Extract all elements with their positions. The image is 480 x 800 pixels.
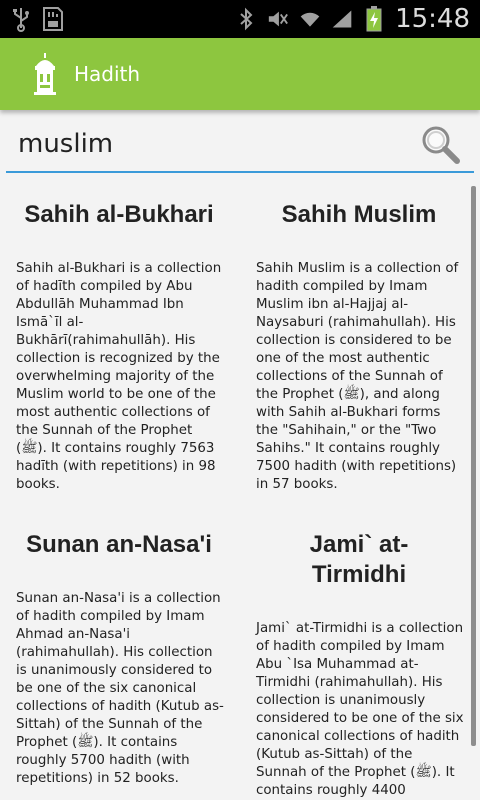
collection-description: Sunan an-Nasa'i is a collection of hadith compiled by Imam Ahmad an-Nasa'i (rahimahullah). His collection is unanimously considered to be one of the six canonical collections of hadith (Kutub as-Sittah) of the Sunnah of the Prophet (ﷺ). It contains roughly 5700 hadith (with repetitions) in 52 books. xyxy=(16,591,224,786)
app-title: Hadith xyxy=(74,62,141,86)
collection-card-bukhari[interactable] xyxy=(12,200,226,494)
collection-description: Sahih al-Bukhari is a collection of hadīth compiled by Abu Abdullāh Muhammad Ibn Ismā`īl al-Bukhārī(rahimahullāh). His collection is recognized by the overwhelming majority of the Muslim world to be one of the most authentic collections of the Sunnah of the Prophet (ﷺ). It contains roughly 7563 hadīth (with repetitions) in 98 books. xyxy=(16,261,222,492)
sd-card-icon xyxy=(42,6,64,32)
collection-grid xyxy=(0,184,468,800)
collection-card-tirmidhi[interactable] xyxy=(252,530,466,800)
status-bar xyxy=(0,0,480,38)
collection-title: Jami` at-Tirmidhi xyxy=(309,531,409,588)
mosque-icon[interactable] xyxy=(30,52,60,96)
collection-card-muslim[interactable] xyxy=(252,200,466,494)
search-bar xyxy=(6,118,474,174)
mute-icon xyxy=(267,6,289,32)
signal-icon xyxy=(331,6,353,32)
wifi-icon xyxy=(299,6,321,32)
collection-card-nasai[interactable] xyxy=(12,530,226,788)
search-input[interactable] xyxy=(6,118,418,170)
bluetooth-icon xyxy=(235,6,257,32)
collection-description: Jami` at-Tirmidhi is a collection of hadith compiled by Imam Abu `Isa Muhammad at-Tirmidhi (rahimahullah). His collection is unanimously considered to be one of the six canonical collections of hadith (Kutub as-Sittah) of the Sunnah of the Prophet (ﷺ). It contains roughly 4400 xyxy=(256,621,464,798)
collection-title: Sahih al-Bukhari xyxy=(24,201,214,228)
scrollbar[interactable] xyxy=(471,186,476,746)
search-icon[interactable] xyxy=(420,124,460,164)
collection-title: Sahih Muslim xyxy=(281,201,437,228)
collection-title: Sunan an-Nasa'i xyxy=(26,531,212,558)
collection-description: Sahih Muslim is a collection of hadith compiled by Imam Muslim ibn al-Hajjaj al-Naysaburi (rahimahullah). His collection is considered to be one of the most authentic collections of the Sunnah of the Prophet (ﷺ), and along with Sahih al-Bukhari forms the "Sahihain," or the "Two Sahihs." It contains roughly 7500 hadith (with repetitions) in 57 books. xyxy=(256,261,459,492)
usb-icon xyxy=(10,6,32,32)
search-underline xyxy=(6,171,474,173)
battery-charging-icon xyxy=(363,6,385,32)
status-time: 15:48 xyxy=(395,4,470,34)
action-bar xyxy=(0,38,480,110)
